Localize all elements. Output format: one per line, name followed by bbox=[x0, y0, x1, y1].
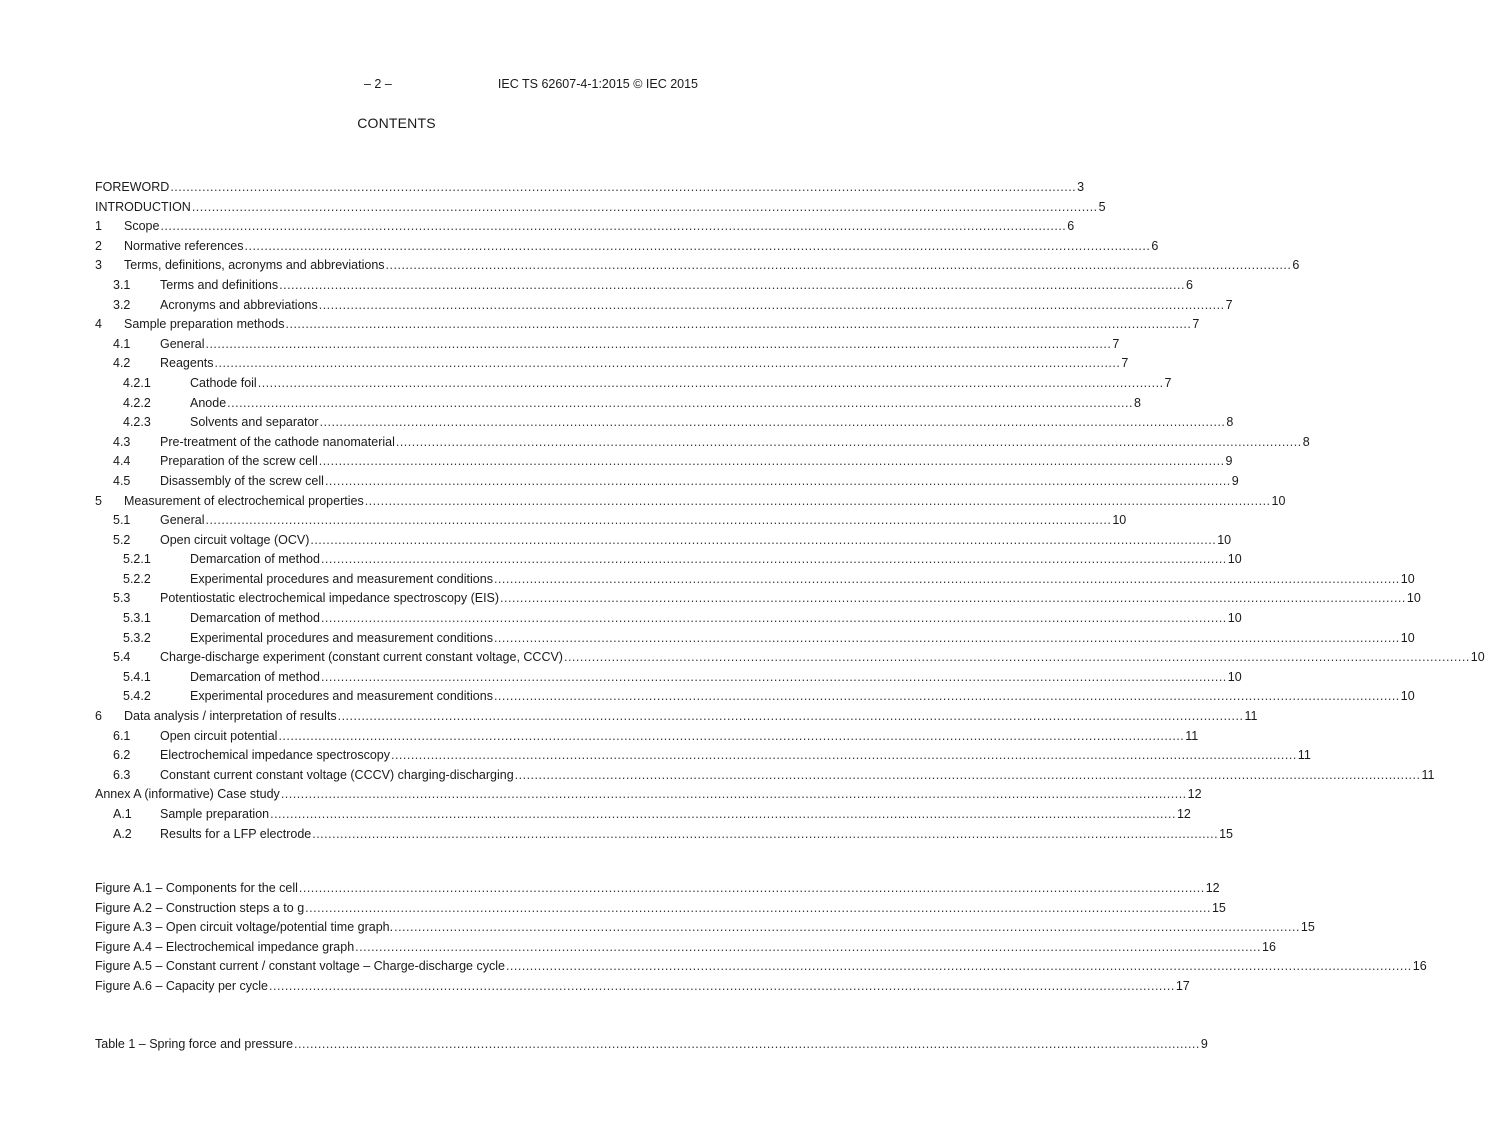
dot-leader: .................................................................................................................................................................................................................................... bbox=[394, 920, 1300, 935]
entry-title: Terms and definitions bbox=[160, 277, 279, 292]
dot-leader: .................................................................................................................................................................................................................................... bbox=[279, 277, 1185, 292]
entry-number: 5.4.2 bbox=[123, 689, 151, 704]
dot-leader: .................................................................................................................................................................................................................................... bbox=[493, 571, 1400, 586]
dot-leader: .................................................................................................................................................................................................................................... bbox=[319, 415, 1226, 430]
entry-page-number: 17 bbox=[1175, 978, 1190, 993]
toc-entry[interactable] bbox=[95, 394, 1141, 414]
dot-leader: .................................................................................................................................................................................................................................... bbox=[257, 375, 1164, 390]
entry-title: Figure A.2 – Construction steps a to g bbox=[95, 900, 305, 915]
entry-page-number: 11 bbox=[1297, 748, 1311, 763]
standard-reference: IEC TS 62607-4-1:2015 © IEC 2015 bbox=[497, 77, 698, 91]
dot-leader: .................................................................................................................................................................................................................................... bbox=[298, 881, 1205, 895]
entry-page-number: 8 bbox=[1302, 434, 1310, 449]
dot-leader: .................................................................................................................................................................................................................................... bbox=[514, 767, 1421, 782]
entry-title: Figure A.1 – Components for the cell bbox=[95, 881, 298, 895]
toc-entry[interactable] bbox=[95, 237, 1159, 257]
page-header bbox=[0, 77, 793, 93]
entry-title: Normative references bbox=[124, 238, 244, 253]
figure-entry[interactable] bbox=[95, 918, 1315, 938]
entry-number: 3.2 bbox=[113, 297, 131, 312]
entry-page-number: 6 bbox=[1067, 219, 1075, 234]
entry-page-number: 3 bbox=[1077, 180, 1085, 194]
entry-page-number: 15 bbox=[1211, 900, 1226, 915]
dot-leader: .................................................................................................................................................................................................................................... bbox=[364, 493, 1271, 508]
toc-entry[interactable] bbox=[95, 452, 1233, 472]
dot-leader: .................................................................................................................................................................................................................................... bbox=[337, 709, 1244, 724]
toc-entry[interactable] bbox=[95, 727, 1199, 747]
dot-leader: .................................................................................................................................................................................................................................... bbox=[493, 630, 1400, 645]
entry-title: Acronyms and abbreviations bbox=[160, 297, 318, 312]
figure-entry[interactable] bbox=[95, 957, 1427, 977]
figure-entry[interactable] bbox=[95, 938, 1276, 958]
toc-entry[interactable] bbox=[95, 570, 1415, 590]
entry-number: 4.2.1 bbox=[123, 375, 151, 390]
entry-page-number: 12 bbox=[1187, 787, 1202, 802]
entry-title: Scope bbox=[124, 219, 160, 234]
entry-title: Annex A (informative) Case study bbox=[95, 787, 280, 802]
entry-page-number: 9 bbox=[1225, 454, 1233, 469]
entry-number: 5.4 bbox=[113, 650, 131, 665]
entry-number: 3.1 bbox=[113, 277, 131, 292]
dot-leader: .................................................................................................................................................................................................................................... bbox=[227, 395, 1133, 410]
toc-entry[interactable] bbox=[95, 413, 1234, 433]
entry-page-number: 15 bbox=[1219, 826, 1233, 841]
entry-title: Open circuit voltage (OCV) bbox=[160, 532, 310, 547]
dot-leader: .................................................................................................................................................................................................................................... bbox=[318, 454, 1225, 469]
toc-entry[interactable] bbox=[95, 335, 1120, 355]
dot-leader: .................................................................................................................................................................................................................................... bbox=[320, 611, 1227, 626]
dot-leader: .................................................................................................................................................................................................................................... bbox=[205, 336, 1112, 351]
entry-title: Measurement of electrochemical properties bbox=[124, 493, 364, 508]
dot-leader: .................................................................................................................................................................................................................................... bbox=[269, 978, 1175, 993]
entry-page-number: 7 bbox=[1225, 297, 1233, 312]
entry-page-number: 10 bbox=[1227, 669, 1242, 684]
entry-title: General bbox=[160, 513, 205, 528]
entry-page-number: 6 bbox=[1292, 258, 1300, 273]
entry-number: 5.2.1 bbox=[123, 552, 151, 567]
toc-entry[interactable] bbox=[95, 648, 1485, 668]
dot-leader: .................................................................................................................................................................................................................................... bbox=[312, 826, 1219, 841]
entry-title: FOREWORD bbox=[95, 180, 170, 194]
entry-title: Table 1 – Spring force and pressure bbox=[95, 1037, 294, 1051]
dot-leader: .................................................................................................................................................................................................................................... bbox=[320, 669, 1227, 684]
entry-page-number: 10 bbox=[1470, 650, 1485, 665]
entry-number: 5.2.2 bbox=[123, 571, 151, 586]
dot-leader: .................................................................................................................................................................................................................................... bbox=[324, 473, 1231, 488]
dot-leader: .................................................................................................................................................................................................................................... bbox=[395, 434, 1302, 449]
dot-leader: .................................................................................................................................................................................................................................... bbox=[493, 689, 1400, 704]
toc-entry[interactable] bbox=[95, 785, 1202, 805]
toc-entry[interactable] bbox=[95, 825, 1233, 845]
entry-number: 4.1 bbox=[113, 336, 131, 351]
entry-title: Constant current constant voltage (CCCV) charging-discharging bbox=[160, 767, 514, 782]
entry-title: Solvents and separator bbox=[190, 415, 319, 430]
entry-title: INTRODUCTION bbox=[95, 199, 191, 214]
entry-title: Disassembly of the screw cell bbox=[160, 473, 324, 488]
entry-number: 5.2 bbox=[113, 532, 131, 547]
table-entry[interactable] bbox=[95, 1035, 1208, 1055]
dot-leader: .................................................................................................................................................................................................................................... bbox=[191, 199, 1098, 214]
page-title: CONTENTS bbox=[357, 115, 436, 131]
dot-leader: .................................................................................................................................................................................................................................... bbox=[285, 317, 1192, 332]
entry-title: Results for a LFP electrode bbox=[160, 826, 312, 841]
entry-title: Potentiostatic electrochemical impedance spectroscopy (EIS) bbox=[160, 591, 500, 606]
dot-leader: .................................................................................................................................................................................................................................... bbox=[280, 787, 1187, 802]
dot-leader: .................................................................................................................................................................................................................................... bbox=[205, 513, 1112, 528]
toc-entry[interactable] bbox=[95, 550, 1242, 570]
toc-entry[interactable] bbox=[95, 354, 1129, 374]
entry-page-number: 10 bbox=[1227, 611, 1242, 626]
entry-number: A.2 bbox=[113, 826, 132, 841]
toc-entry[interactable] bbox=[95, 296, 1233, 316]
toc-entry[interactable] bbox=[95, 746, 1311, 766]
entry-title: Demarcation of method bbox=[190, 669, 320, 684]
entry-page-number: 9 bbox=[1200, 1037, 1208, 1051]
entry-number: 2 bbox=[95, 238, 102, 253]
entry-page-number: 10 bbox=[1271, 493, 1286, 508]
entry-title: Figure A.5 – Constant current / constant voltage – Charge-discharge cycle bbox=[95, 959, 505, 974]
entry-page-number: 11 bbox=[1421, 767, 1435, 782]
entry-number: 5 bbox=[95, 493, 102, 508]
toc-entry[interactable] bbox=[95, 276, 1193, 296]
toc-entry[interactable] bbox=[95, 609, 1242, 629]
entry-page-number: 16 bbox=[1412, 959, 1427, 974]
entry-page-number: 7 bbox=[1121, 356, 1129, 371]
figure-entry[interactable] bbox=[95, 899, 1226, 919]
figure-entry[interactable] bbox=[95, 977, 1190, 997]
entry-number: 6.2 bbox=[113, 748, 131, 763]
toc-entry[interactable] bbox=[95, 472, 1239, 492]
dot-leader: .................................................................................................................................................................................................................................... bbox=[355, 939, 1261, 954]
entry-number: 4.4 bbox=[113, 454, 131, 469]
entry-title: Sample preparation methods bbox=[124, 317, 285, 332]
entry-title: General bbox=[160, 336, 205, 351]
entry-number: 4.2.2 bbox=[123, 395, 151, 410]
entry-page-number: 6 bbox=[1185, 277, 1193, 292]
entry-title: Electrochemical impedance spectroscopy bbox=[160, 748, 390, 763]
dot-leader: .................................................................................................................................................................................................................................... bbox=[305, 900, 1211, 915]
toc-entry[interactable] bbox=[95, 668, 1242, 688]
figure-entry[interactable] bbox=[95, 879, 1220, 899]
entry-title: Open circuit potential bbox=[160, 728, 278, 743]
entry-page-number: 10 bbox=[1217, 532, 1232, 547]
entry-number: A.1 bbox=[113, 807, 132, 821]
dot-leader: .................................................................................................................................................................................................................................... bbox=[270, 807, 1176, 821]
page-number: – 2 – bbox=[364, 77, 392, 91]
entry-title: Demarcation of method bbox=[190, 611, 320, 626]
entry-number: 3 bbox=[95, 258, 102, 273]
entry-title: Preparation of the screw cell bbox=[160, 454, 318, 469]
entry-title: Data analysis / interpretation of results bbox=[124, 709, 337, 724]
entry-page-number: 10 bbox=[1406, 591, 1421, 606]
dot-leader: .................................................................................................................................................................................................................................... bbox=[160, 219, 1067, 234]
dot-leader: .................................................................................................................................................................................................................................... bbox=[385, 258, 1292, 273]
entry-number: 4 bbox=[95, 317, 102, 332]
entry-page-number: 7 bbox=[1164, 375, 1172, 390]
toc-entry[interactable] bbox=[95, 687, 1415, 707]
toc-entry[interactable] bbox=[95, 766, 1435, 786]
entry-number: 5.3.1 bbox=[123, 611, 151, 626]
table-of-contents bbox=[95, 178, 1485, 844]
entry-number: 5.3 bbox=[113, 591, 131, 606]
dot-leader: .................................................................................................................................................................................................................................... bbox=[505, 959, 1412, 974]
entry-title: Terms, definitions, acronyms and abbreviations bbox=[124, 258, 385, 273]
entry-number: 6.3 bbox=[113, 767, 131, 782]
entry-page-number: 10 bbox=[1112, 513, 1127, 528]
entry-title: Figure A.3 – Open circuit voltage/potential time graph. bbox=[95, 920, 394, 935]
toc-entry[interactable] bbox=[95, 511, 1127, 531]
dot-leader: .................................................................................................................................................................................................................................... bbox=[500, 591, 1406, 606]
entry-page-number: 9 bbox=[1231, 473, 1239, 488]
toc-entry[interactable] bbox=[95, 589, 1421, 609]
dot-leader: .................................................................................................................................................................................................................................... bbox=[170, 180, 1077, 194]
toc-entry[interactable] bbox=[95, 198, 1106, 218]
entry-title: Figure A.4 – Electrochemical impedance graph bbox=[95, 939, 355, 954]
entry-page-number: 15 bbox=[1300, 920, 1315, 935]
entry-page-number: 10 bbox=[1400, 689, 1415, 704]
entry-number: 4.5 bbox=[113, 473, 131, 488]
entry-title: Experimental procedures and measurement conditions bbox=[190, 689, 493, 704]
entry-title: Experimental procedures and measurement conditions bbox=[190, 630, 493, 645]
entry-number: 5.4.1 bbox=[123, 669, 151, 684]
dot-leader: .................................................................................................................................................................................................................................... bbox=[294, 1037, 1200, 1051]
entry-title: Cathode foil bbox=[190, 375, 257, 390]
entry-page-number: 8 bbox=[1133, 395, 1141, 410]
toc-entry[interactable] bbox=[95, 707, 1258, 727]
toc-entry[interactable] bbox=[95, 433, 1310, 453]
entry-number: 4.3 bbox=[113, 434, 131, 449]
entry-page-number: 10 bbox=[1227, 552, 1242, 567]
dot-leader: .................................................................................................................................................................................................................................... bbox=[563, 650, 1470, 665]
dot-leader: .................................................................................................................................................................................................................................... bbox=[318, 297, 1225, 312]
entry-page-number: 7 bbox=[1192, 317, 1200, 332]
entry-title: Demarcation of method bbox=[190, 552, 320, 567]
entry-title: Anode bbox=[190, 395, 227, 410]
toc-entry[interactable] bbox=[95, 805, 1191, 825]
entry-page-number: 16 bbox=[1262, 939, 1276, 954]
entry-page-number: 6 bbox=[1151, 238, 1159, 253]
dot-leader: .................................................................................................................................................................................................................................... bbox=[214, 356, 1121, 371]
entry-title: Charge-discharge experiment (constant current constant voltage, CCCV) bbox=[160, 650, 563, 665]
entry-number: 1 bbox=[95, 219, 102, 234]
dot-leader: .................................................................................................................................................................................................................................... bbox=[310, 532, 1217, 547]
entry-page-number: 12 bbox=[1176, 807, 1191, 821]
entry-page-number: 10 bbox=[1400, 630, 1415, 645]
entry-number: 6.1 bbox=[113, 728, 131, 743]
entry-number: 4.2 bbox=[113, 356, 131, 371]
toc-entry[interactable] bbox=[95, 531, 1232, 551]
toc-entry[interactable] bbox=[95, 374, 1172, 394]
entry-number: 5.3.2 bbox=[123, 630, 151, 645]
toc-entry[interactable] bbox=[95, 629, 1415, 649]
entry-number: 4.2.3 bbox=[123, 415, 151, 430]
toc-entry[interactable] bbox=[95, 492, 1286, 512]
entry-page-number: 8 bbox=[1226, 415, 1234, 430]
toc-entry[interactable] bbox=[95, 256, 1300, 276]
entry-title: Figure A.6 – Capacity per cycle bbox=[95, 978, 268, 993]
entry-page-number: 12 bbox=[1205, 881, 1220, 895]
dot-leader: .................................................................................................................................................................................................................................... bbox=[244, 238, 1151, 253]
entry-title: Reagents bbox=[160, 356, 214, 371]
toc-entry[interactable] bbox=[95, 217, 1075, 237]
entry-page-number: 11 bbox=[1244, 709, 1258, 724]
dot-leader: .................................................................................................................................................................................................................................... bbox=[390, 748, 1297, 763]
entry-page-number: 10 bbox=[1400, 571, 1415, 586]
entry-title: Sample preparation bbox=[160, 807, 270, 821]
toc-entry[interactable] bbox=[95, 315, 1200, 335]
dot-leader: .................................................................................................................................................................................................................................... bbox=[278, 728, 1185, 743]
toc-entry[interactable] bbox=[95, 178, 1085, 198]
list-of-tables bbox=[95, 1035, 1208, 1055]
entry-title: Pre-treatment of the cathode nanomaterial bbox=[160, 434, 395, 449]
list-of-figures bbox=[95, 879, 1427, 997]
entry-page-number: 11 bbox=[1185, 728, 1199, 743]
entry-page-number: 7 bbox=[1112, 336, 1120, 351]
entry-number: 5.1 bbox=[113, 513, 131, 528]
dot-leader: .................................................................................................................................................................................................................................... bbox=[320, 552, 1227, 567]
entry-title: Experimental procedures and measurement conditions bbox=[190, 571, 493, 586]
entry-number: 6 bbox=[95, 709, 102, 724]
entry-page-number: 5 bbox=[1098, 199, 1106, 214]
